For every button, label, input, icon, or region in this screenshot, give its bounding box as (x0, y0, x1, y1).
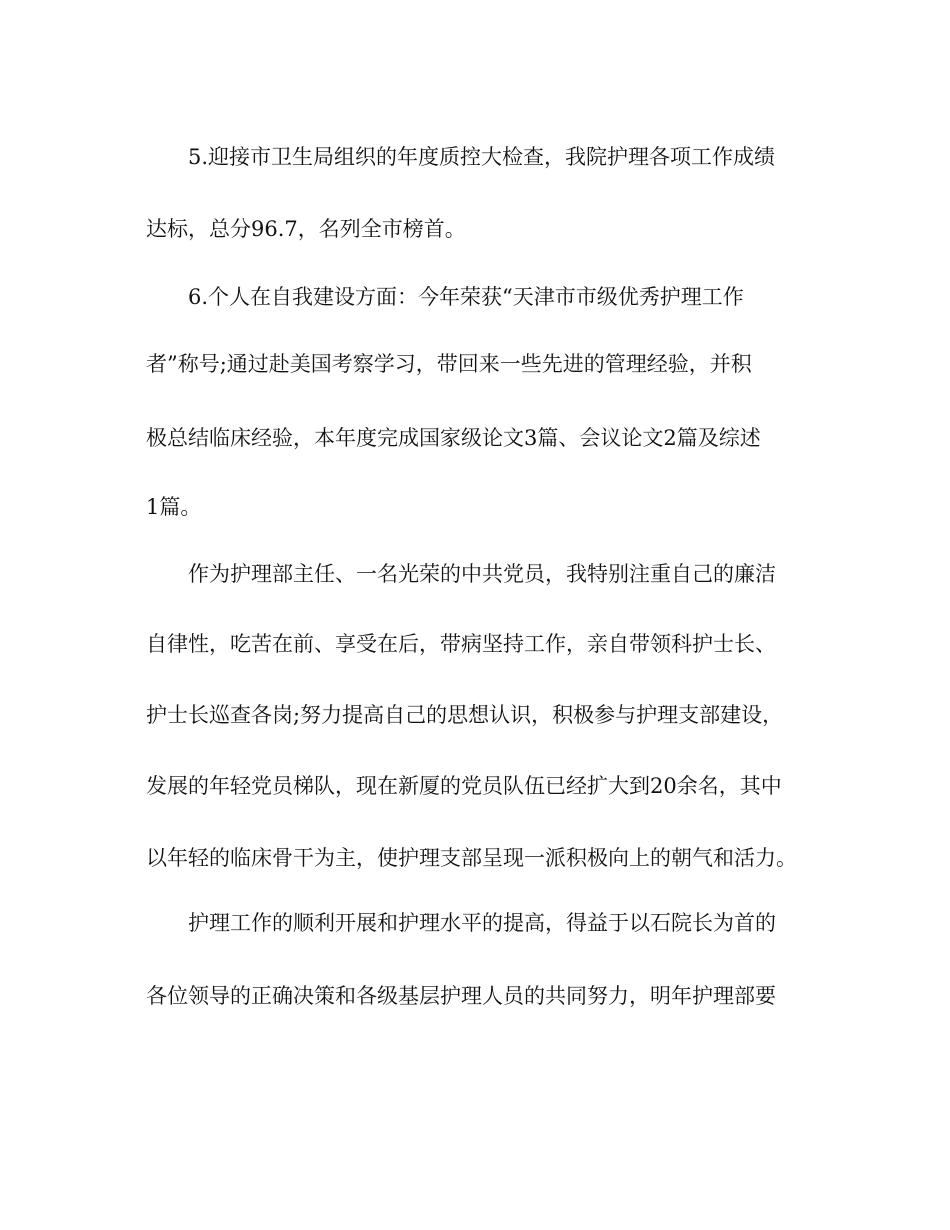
text-line: 极总结临床经验，本年度完成国家级论文3篇、会议论文2篇及综述 (146, 426, 761, 450)
text-line: 护士长巡查各岗;努力提高自己的思想认识，积极参与护理支部建设， (146, 703, 784, 727)
text-line: 自律性，吃苦在前、享受在后，带病坚持工作，亲自带领科护士长、 (146, 632, 776, 656)
text-line: 达标，总分96.7，名列全市榜首。 (146, 217, 466, 241)
text-line: 作为护理部主任、一名光荣的中共党员，我特别注重自己的廉洁 (188, 562, 776, 586)
text-line: 5.迎接市卫生局组织的年度质控大检查，我院护理各项工作成绩 (188, 145, 776, 169)
text-line: 发展的年轻党员梯队，现在新厦的党员队伍已经扩大到20余名，其中 (146, 774, 782, 798)
text-line: 6.个人在自我建设方面：今年荣获“天津市市级优秀护理工作 (188, 285, 744, 309)
text-line: 护理工作的顺利开展和护理水平的提高，得益于以石院长为首的 (188, 911, 776, 935)
text-line: 以年轻的临床骨干为主，使护理支部呈现一派积极向上的朝气和活力。 (146, 846, 797, 870)
text-line: 各位领导的正确决策和各级基层护理人员的共同努力，明年护理部要 (146, 984, 776, 1008)
text-line: 者”称号;通过赴美国考察学习，带回来一些先进的管理经验，并积 (146, 352, 752, 376)
text-line: 1篇。 (146, 495, 202, 519)
